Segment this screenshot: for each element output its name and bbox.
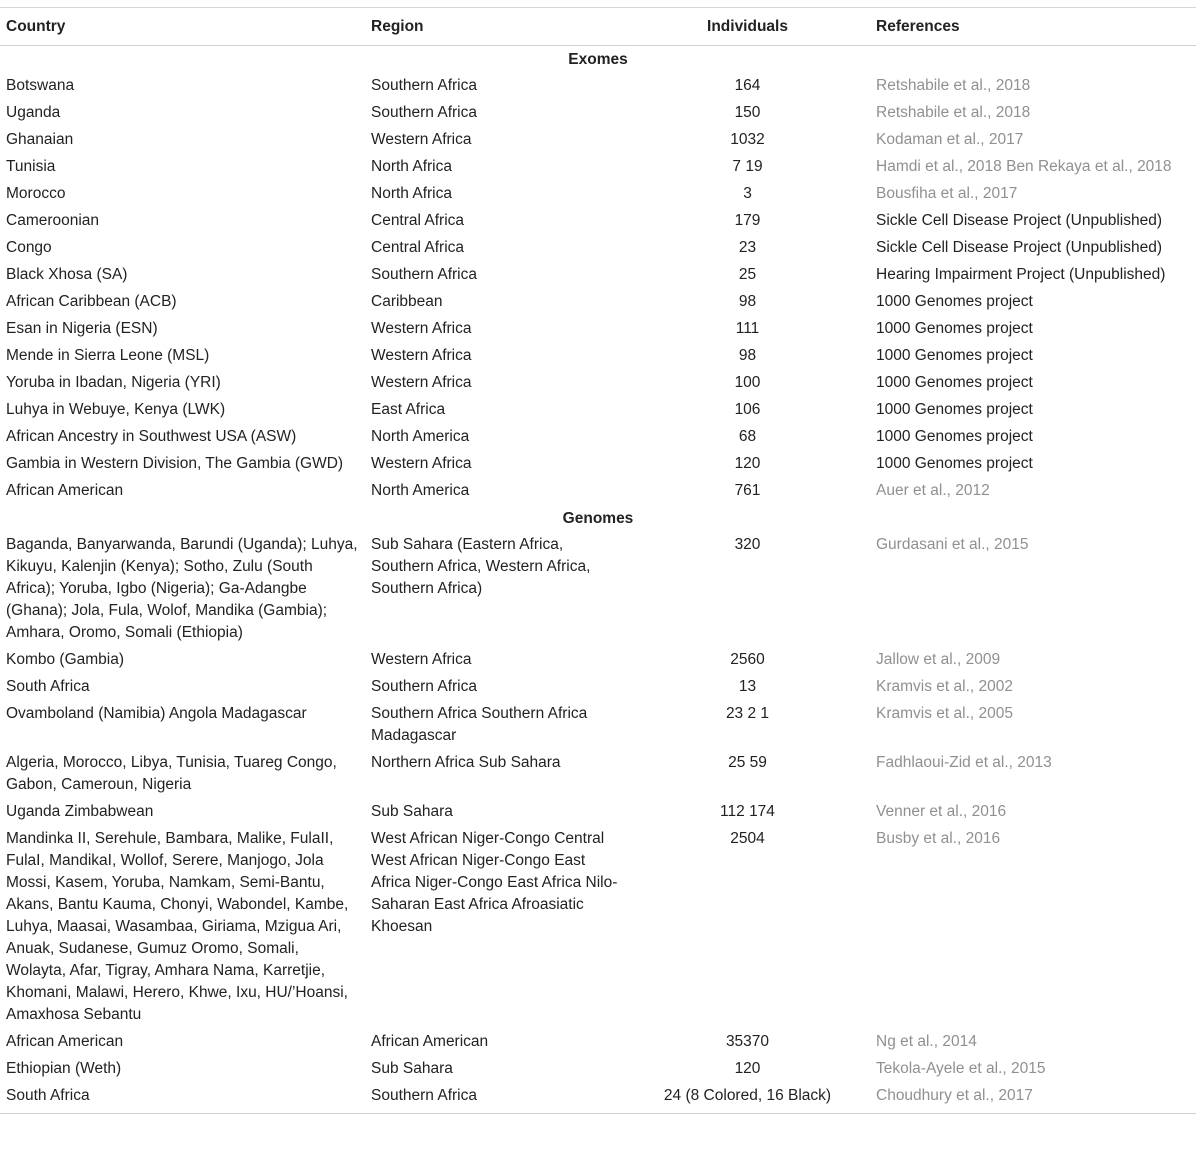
reference-cell: Sickle Cell Disease Project (Unpublished) xyxy=(876,212,1163,229)
reference-cell: Venner et al., 2016 xyxy=(876,803,1007,820)
individuals-cell: 2504 xyxy=(730,830,765,847)
region-cell: African American xyxy=(371,1033,489,1050)
country-cell: Tunisia xyxy=(6,158,56,175)
country-cell: Luhya in Webuye, Kenya (LWK) xyxy=(6,401,226,418)
table-row xyxy=(0,100,1196,127)
section-row xyxy=(0,46,1196,74)
region-cell: Northern Africa Sub Sahara xyxy=(371,754,561,771)
country-cell: South Africa xyxy=(0,1083,365,1114)
table-row xyxy=(0,424,1196,451)
country-cell: Cameroonian xyxy=(6,212,100,229)
region-cell: North America xyxy=(371,428,470,445)
individuals-cell: 120 xyxy=(734,1060,761,1077)
reference-cell: 1000 Genomes project xyxy=(876,347,1033,364)
section-row xyxy=(0,505,1196,532)
country-cell: Congo xyxy=(6,239,52,256)
reference-cell: 1000 Genomes project xyxy=(876,428,1033,445)
individuals-cell: 164 xyxy=(734,77,761,94)
country-cell: African Ancestry in Southwest USA (ASW) xyxy=(6,428,297,445)
table-row xyxy=(0,1056,1196,1083)
section-title: Exomes xyxy=(568,51,628,68)
table-row xyxy=(0,208,1196,235)
reference-cell: Gurdasani et al., 2015 xyxy=(876,536,1029,553)
individuals-cell: 2560 xyxy=(730,651,765,668)
region-cell: Southern Africa Southern Africa Madagascar xyxy=(371,705,588,744)
reference-cell: 1000 Genomes project xyxy=(876,455,1033,472)
region-cell: Southern Africa xyxy=(371,104,477,121)
individuals-cell: 106 xyxy=(734,401,761,418)
individuals-cell: 3 xyxy=(743,185,752,202)
table-row xyxy=(0,127,1196,154)
country-cell: Baganda, Banyarwanda, Barundi (Uganda); Luhya, Kikuyu, Kalenjin (Kenya); Sotho, Zulu (South Africa); Yoruba, Igbo (Nigeria); Ga-Adangbe (Ghana); Jola, Fula, Wolof, Mandika (Gambia); Amhara, Oromo, Somali (Ethiopia) xyxy=(6,536,358,641)
table-row xyxy=(0,799,1196,826)
table-row xyxy=(0,289,1196,316)
country-cell: Ethiopian (Weth) xyxy=(6,1060,122,1077)
table-row xyxy=(0,1029,1196,1056)
region-cell: North Africa xyxy=(371,158,452,175)
table-row xyxy=(0,674,1196,701)
table-row xyxy=(0,235,1196,262)
country-cell: African American xyxy=(6,482,124,499)
region-cell: Southern Africa xyxy=(371,678,477,695)
reference-cell: Bousfiha et al., 2017 xyxy=(876,185,1018,202)
country-cell: Uganda Zimbabwean xyxy=(6,803,154,820)
individuals-cell: 761 xyxy=(734,482,761,499)
reference-cell: Fadhlaoui-Zid et al., 2013 xyxy=(876,754,1052,771)
country-cell: African American xyxy=(6,1033,124,1050)
reference-cell: Retshabile et al., 2018 xyxy=(876,77,1031,94)
country-cell: Botswana xyxy=(6,77,75,94)
individuals-cell: 23 xyxy=(738,239,757,256)
individuals-cell: 35370 xyxy=(725,1033,770,1050)
region-cell: Southern Africa xyxy=(371,266,477,283)
country-cell: Mende in Sierra Leone (MSL) xyxy=(6,347,210,364)
individuals-cell: 24 (8 Colored, 16 Black) xyxy=(625,1083,870,1114)
country-cell: Morocco xyxy=(6,185,66,202)
individuals-cell: 98 xyxy=(738,347,757,364)
region-cell: East Africa xyxy=(371,401,446,418)
table-row xyxy=(0,750,1196,799)
header-region: Region xyxy=(365,8,625,46)
region-cell: Western Africa xyxy=(371,347,472,364)
reference-cell: Sickle Cell Disease Project (Unpublished) xyxy=(876,239,1163,256)
individuals-cell: 23 2 1 xyxy=(725,705,770,722)
region-cell: Western Africa xyxy=(371,455,472,472)
reference-cell: Retshabile et al., 2018 xyxy=(876,104,1031,121)
region-cell: Central Africa xyxy=(371,239,465,256)
individuals-cell: 120 xyxy=(734,455,761,472)
header-country: Country xyxy=(0,8,365,46)
region-cell: Central Africa xyxy=(371,212,465,229)
region-cell: North America xyxy=(371,482,470,499)
region-cell: Sub Sahara xyxy=(371,803,453,820)
individuals-cell: 150 xyxy=(734,104,761,121)
individuals-cell: 13 xyxy=(738,678,757,695)
reference-cell: 1000 Genomes project xyxy=(876,293,1033,310)
region-cell: Caribbean xyxy=(371,293,443,310)
table-row xyxy=(0,1083,1196,1114)
country-cell: Uganda xyxy=(6,104,61,121)
reference-cell: 1000 Genomes project xyxy=(876,401,1033,418)
country-cell: Kombo (Gambia) xyxy=(6,651,125,668)
region-cell: Western Africa xyxy=(371,131,472,148)
reference-cell: Kodaman et al., 2017 xyxy=(876,131,1024,148)
section-title: Genomes xyxy=(562,510,634,527)
table-row xyxy=(0,343,1196,370)
table-row xyxy=(0,262,1196,289)
individuals-cell: 98 xyxy=(738,293,757,310)
region-cell: North Africa xyxy=(371,185,452,202)
region-cell: Western Africa xyxy=(371,374,472,391)
reference-cell: Busby et al., 2016 xyxy=(876,830,1001,847)
individuals-cell: 68 xyxy=(738,428,757,445)
reference-cell: Hamdi et al., 2018 Ben Rekaya et al., 2018 xyxy=(876,158,1172,175)
reference-cell: Auer et al., 2012 xyxy=(876,482,990,499)
individuals-cell: 25 xyxy=(738,266,757,283)
table-row xyxy=(0,73,1196,100)
reference-cell: 1000 Genomes project xyxy=(876,320,1033,337)
individuals-cell: 25 59 xyxy=(728,754,767,771)
individuals-cell: 320 xyxy=(734,536,761,553)
reference-cell: Ng et al., 2014 xyxy=(876,1033,977,1050)
table-row xyxy=(0,478,1196,505)
header-row xyxy=(0,8,1196,46)
table-row xyxy=(0,154,1196,181)
individuals-cell: 111 xyxy=(735,320,760,337)
header-references: References xyxy=(870,8,1196,46)
country-cell: Ovamboland (Namibia) Angola Madagascar xyxy=(6,705,307,722)
country-cell: Mandinka II, Serehule, Bambara, Malike, FulaII, FulaI, MandikaI, Wollof, Serere, Manjogo, Jola Mossi, Kasem, Yoruba, Namkam, Semi-Bantu, Akans, Bantu Kauma, Chonyi, Wabondel, Kambe, Luhya, Maasai, Wasambaa, Giriama, Mzigua Ari, Anuak, Sudanese, Gumuz Oromo, Somali, Wolayta, Afar, Tigray, Amhara Nama, Karretjie, Khomani, Malawi, Herero, Khwe, Ixu, HU/’Hoansi, Amaxhosa Sebantu xyxy=(6,830,349,1023)
reference-cell: Choudhury et al., 2017 xyxy=(870,1083,1196,1114)
table-header xyxy=(0,8,1196,46)
header-individuals: Individuals xyxy=(625,8,870,46)
region-cell: West African Niger-Congo Central West African Niger-Congo East Africa Niger-Congo East Africa Nilo-Saharan East Africa Afroasiatic Khoesan xyxy=(371,830,618,935)
individuals-cell: 179 xyxy=(734,212,761,229)
table-row xyxy=(0,647,1196,674)
table-row xyxy=(0,397,1196,424)
reference-cell: Tekola-Ayele et al., 2015 xyxy=(876,1060,1046,1077)
country-cell: Yoruba in Ibadan, Nigeria (YRI) xyxy=(6,374,221,391)
table-body xyxy=(0,46,1196,1114)
region-cell: Sub Sahara xyxy=(371,1060,453,1077)
table-row xyxy=(0,316,1196,343)
country-cell: Algeria, Morocco, Libya, Tunisia, Tuareg Congo, Gabon, Cameroun, Nigeria xyxy=(6,754,337,793)
region-cell: Southern Africa xyxy=(371,77,477,94)
reference-cell: Jallow et al., 2009 xyxy=(876,651,1001,668)
country-cell: Black Xhosa (SA) xyxy=(6,266,128,283)
reference-cell: 1000 Genomes project xyxy=(876,374,1033,391)
reference-cell: Hearing Impairment Project (Unpublished) xyxy=(876,266,1166,283)
table-row xyxy=(0,532,1196,647)
individuals-cell: 112 174 xyxy=(720,803,775,820)
table-row xyxy=(0,370,1196,397)
reference-cell: Kramvis et al., 2002 xyxy=(876,678,1013,695)
country-cell: Gambia in Western Division, The Gambia (GWD) xyxy=(6,455,344,472)
country-cell: African Caribbean (ACB) xyxy=(6,293,177,310)
table-row xyxy=(0,826,1196,1029)
table-row xyxy=(0,451,1196,478)
country-cell: South Africa xyxy=(6,678,90,695)
region-cell: Western Africa xyxy=(371,320,472,337)
individuals-cell: 7 19 xyxy=(732,158,763,175)
table-row xyxy=(0,701,1196,750)
reference-cell: Kramvis et al., 2005 xyxy=(876,705,1013,722)
region-cell: Sub Sahara (Eastern Africa, Southern Africa, Western Africa, Southern Africa) xyxy=(371,536,591,597)
table-row xyxy=(0,181,1196,208)
populations-table xyxy=(0,7,1196,1114)
individuals-cell: 100 xyxy=(734,374,761,391)
region-cell: Western Africa xyxy=(371,651,472,668)
country-cell: Esan in Nigeria (ESN) xyxy=(6,320,158,337)
individuals-cell: 1032 xyxy=(730,131,765,148)
region-cell: Southern Africa xyxy=(365,1083,625,1114)
country-cell: Ghanaian xyxy=(6,131,74,148)
